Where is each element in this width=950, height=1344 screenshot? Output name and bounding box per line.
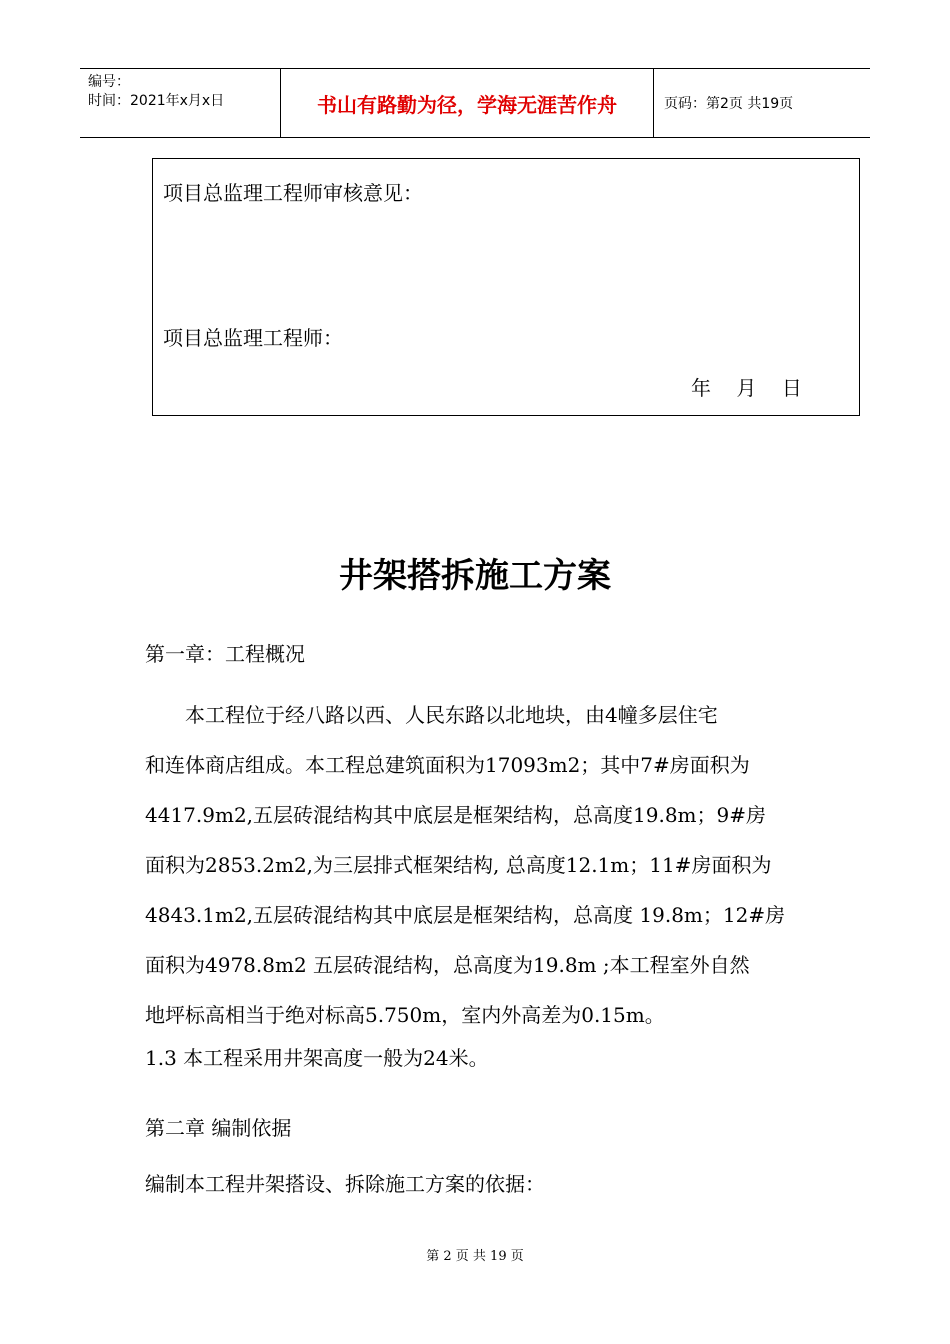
basis-intro: 编制本工程井架搭设、拆除施工方案的依据： <box>145 1172 545 1196</box>
header-meta <box>80 69 280 137</box>
page-footer: 第 2 页 共 19 页 <box>426 1249 524 1264</box>
document-title: 井架搭拆施工方案 <box>339 556 611 596</box>
chapter-2-heading: 第二章 编制依据 <box>145 1116 292 1140</box>
review-box <box>152 158 860 416</box>
paragraph-line: 4843.1m2,五层砖混结构其中底层是框架结构，总高度 19.8m；12#房 <box>145 903 786 927</box>
paragraph-line: 本工程位于经八路以西、人民东路以北地块，由4幢多层住宅 <box>145 703 718 727</box>
header-motto: 书山有路勤为径，学海无涯苦作舟 <box>280 69 654 137</box>
review-opinion-label: 项目总监理工程师审核意见： <box>163 181 423 205</box>
date-label: 时间：2021年x月x日 <box>88 93 225 109</box>
engineer-label: 项目总监理工程师： <box>163 326 343 350</box>
paragraph-line: 4417.9m2,五层砖混结构其中底层是框架结构，总高度19.8m；9#房 <box>145 803 767 827</box>
date-placeholder: 年 月 日 <box>691 376 802 400</box>
item-1-3: 1.3 本工程采用井架高度一般为24米。 <box>145 1046 489 1070</box>
paragraph-line: 和连体商店组成。本工程总建筑面积为17093m2；其中7#房面积为 <box>145 753 750 777</box>
page-header <box>80 68 870 138</box>
overview-paragraph <box>145 690 809 1040</box>
number-label: 编号： <box>88 74 130 90</box>
paragraph-line: 面积为2853.2m2,为三层排式框架结构, 总高度12.1m；11#房面积为 <box>145 853 772 877</box>
chapter-1-heading: 第一章：工程概况 <box>145 642 305 666</box>
paragraph-line: 面积为4978.8m2 五层砖混结构，总高度为19.8m ;本工程室外自然 <box>145 953 750 977</box>
paragraph-line: 地坪标高相当于绝对标高5.750m，室内外高差为0.15m。 <box>145 1003 665 1027</box>
header-page-info: 页码：第2页 共19页 <box>664 96 794 112</box>
